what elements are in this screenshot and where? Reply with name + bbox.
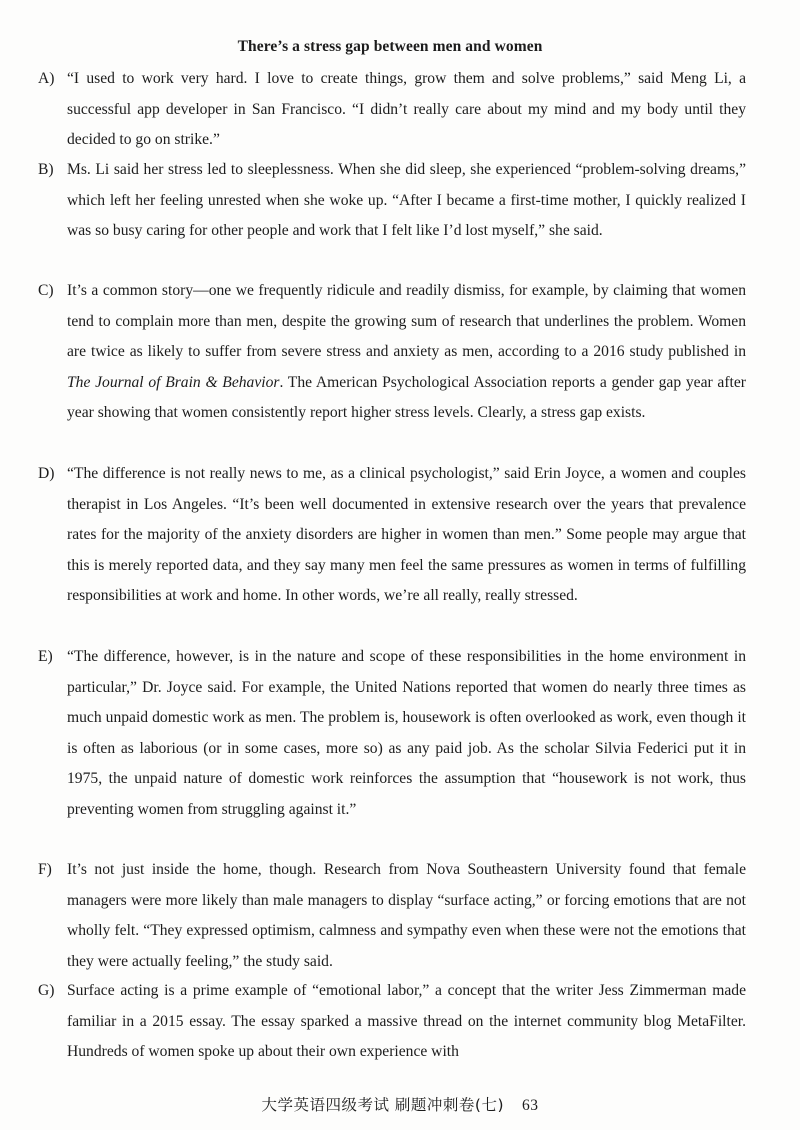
paragraph-text-end: . The American Psychological Association reports a gender gap year after year showing that women consistently report higher stress levels. Clearly, a stress gap exists. — [67, 373, 746, 421]
paragraph-text — [67, 276, 746, 429]
article-title: There’s a stress gap between men and women — [237, 38, 543, 55]
paragraph-a — [38, 64, 746, 156]
paragraph-label: B) — [38, 161, 54, 178]
journal-title: The Journal of Brain & Behavior — [67, 373, 280, 391]
paragraph-e — [38, 642, 746, 825]
paragraph-c — [38, 276, 746, 429]
paragraph-b — [38, 155, 746, 247]
paragraph-text: “The difference is not really news to me, as a clinical psychologist,” said Erin Joyce, a women and couples therapist in Los Angeles. “It’s been well documented in extensive research over the years that prevalence rates for the majority of the anxiety disorders are higher in women than men.” Some people may argue that this is merely reported data, and they say many men feel the same pressures as women in terms of fulfilling responsibilities at work and home. In other words, we’re all really, really stressed. — [67, 465, 746, 604]
page-number: 63 — [522, 1097, 539, 1114]
paragraph-text: Ms. Li said her stress led to sleeplessness. When she did sleep, she experienced “problem-solving dreams,” which left her feeling unrested when she woke up. “After I became a first-time mother, I quickly realized I was so busy caring for other people and work that I felt like I’d lost myself,” she said. — [67, 161, 746, 239]
paragraph-g — [38, 976, 746, 1068]
paragraph-f — [38, 855, 746, 977]
page-footer — [0, 1093, 800, 1115]
paragraph-label: E) — [38, 648, 53, 665]
paragraph-text: “I used to work very hard. I love to create things, grow them and solve problems,” said Meng Li, a successful app developer in San Francisco. “I didn’t really care about my mind and my body until they decided to go on strike.” — [67, 70, 746, 148]
paragraph-label: F) — [38, 861, 52, 878]
paragraph-label: A) — [38, 70, 55, 87]
paragraph-label: C) — [38, 282, 54, 299]
paragraph-label: D) — [38, 465, 55, 482]
paragraph-d — [38, 459, 746, 612]
paragraph-text: “The difference, however, is in the nature and scope of these responsibilities in the home environment in particular,” Dr. Joyce said. For example, the United Nations reported that women do nearly three times as much unpaid domestic work as men. The problem is, housework is often overlooked as work, even though it is often as laborious (or in some cases, more so) as any paid job. As the scholar Silvia Federici put it in 1975, the unpaid nature of domestic work reinforces the assumption that “housework is not work, thus preventing women from struggling against it.” — [67, 648, 746, 818]
paragraph-text-start: It’s a common story—one we frequently ridicule and readily dismiss, for example, by claiming that women tend to complain more than men, despite the growing sum of research that underlines the problem. Women are twice as likely to suffer from severe stress and anxiety as men, according to a 2016 study published in — [67, 282, 746, 360]
paragraph-label: G) — [38, 982, 55, 999]
book-title: 大学英语四级考试 刷题冲刺卷(七) — [261, 1096, 505, 1114]
paragraph-text: It’s not just inside the home, though. Research from Nova Southeastern University found that female managers were more likely than male managers to display “surface acting,” or forcing emotions that are not wholly felt. “They expressed optimism, calmness and sympathy even when these were not the emotions that they were actually feeling,” the study said. — [67, 861, 746, 970]
paragraph-text: Surface acting is a prime example of “emotional labor,” a concept that the writer Jess Zimmerman made familiar in a 2015 essay. The essay sparked a massive thread on the internet community blog MetaFilter. Hundreds of women spoke up about their own experience with — [67, 982, 746, 1060]
